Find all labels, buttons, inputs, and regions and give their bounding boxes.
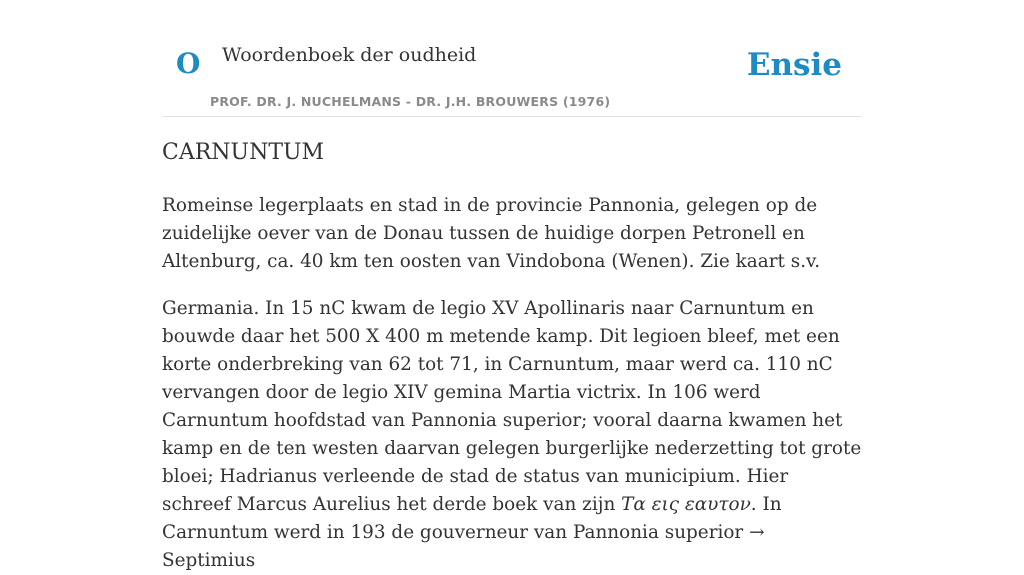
authors: PROF. DR. J. NUCHELMANS - DR. J.H. BROUWERS (1976) [210,94,611,109]
article-paragraph-2 [162,295,862,575]
page-container [162,0,862,571]
paragraph-text: Germania. In 15 nC kwam de legio XV Apollinaris naar Carnuntum en bouwde daar het 500 X 400 m metende kamp. Dit legioen bleef, met een korte onderbreking van 62 tot 71, in Carnuntum, maar werd ca. 110 nC vervangen door de legio XIV gemina Martia victrix. In 106 werd Carnuntum hoofdstad van Pannonia superior; vooral daarna kwamen het kamp en de ten westen daarvan gelegen burgerlijke nederzetting tot grote bloei; Hadrianus verleende de stad de status van municipium. Hier schreef Marcus Aurelius het derde boek van zijn [162,298,862,515]
paragraph-text-end: . In Carnuntum werd in 193 de gouverneur van Pannonia superior → Septimius [162,494,782,571]
book-title-link[interactable]: Woordenboek der oudheid [222,44,477,66]
article-title: CARNUNTUM [162,140,325,165]
ensie-logo[interactable]: Ensie [746,47,842,83]
article-paragraph: Romeinse legerplaats en stad in de provincie Pannonia, gelegen op de zuidelijke oever van de Donau tussen de huidige dorpen Petronell en Altenburg, ca. 40 km ten oosten van Vindobona (Wenen). Zie kaart s.v. [162,195,821,272]
book-logo[interactable]: O [176,47,201,80]
greek-title: Τα εις εαυτον [621,494,751,515]
header [162,0,862,117]
